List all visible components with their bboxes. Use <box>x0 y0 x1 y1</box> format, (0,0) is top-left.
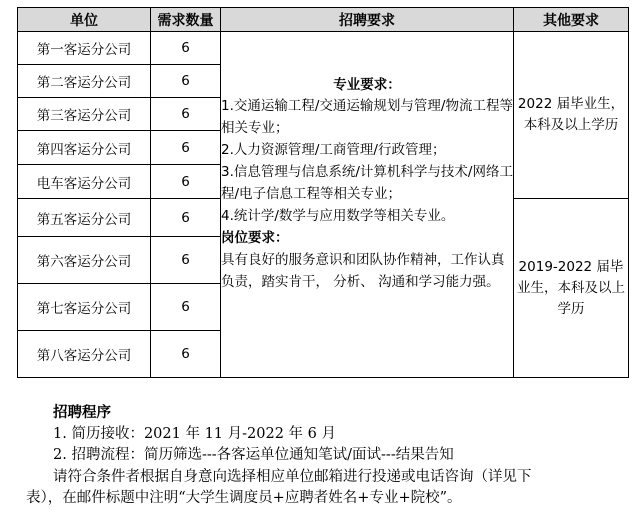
count-cell: 6 <box>151 32 221 65</box>
count-cell: 6 <box>151 65 221 98</box>
major-item: 1.交通运输工程/交通运输规划与管理/物流工程等相关专业； <box>221 98 513 136</box>
major-item: 4.统计学/数学与应用数学等相关专业。 <box>221 208 455 224</box>
post-requirements-title: 岗位要求： <box>221 230 289 246</box>
procedure-title: 招聘程序 <box>53 404 111 421</box>
count-cell: 6 <box>151 98 221 131</box>
post-requirements-text: 具有良好的服务意识和团队协作精神，工作认真负责，踏实肯干， 分析、 沟通和学习能力强。 <box>221 252 505 290</box>
count-cell: 6 <box>151 199 221 237</box>
unit-cell: 第七客运分公司 <box>18 284 151 331</box>
unit-cell: 第一客运分公司 <box>18 32 151 65</box>
count-cell: 6 <box>151 284 221 331</box>
unit-cell: 第八客运分公司 <box>18 331 151 378</box>
other-requirements-group1: 2022 届毕业生，本科及以上学历 <box>514 32 629 199</box>
unit-cell: 第四客运分公司 <box>18 131 151 165</box>
unit-cell: 第二客运分公司 <box>18 65 151 98</box>
recruitment-procedure <box>26 402 628 510</box>
major-item: 3.信息管理与信息系统/计算机科学与技术/网络工程/电子信息工程等相关专业； <box>221 164 513 202</box>
unit-cell: 电车客运分公司 <box>18 165 151 199</box>
major-requirements-title: 专业要求： <box>333 77 401 93</box>
count-cell: 6 <box>151 331 221 378</box>
procedure-note-continued: 表），在邮件标题中注明“大学生调度员+应聘者姓名+专业+院校”。 <box>26 490 462 506</box>
procedure-step: 2. 招聘流程：简历筛选---各客运单位通知笔试/面试---结果告知 <box>53 447 454 463</box>
count-cell: 6 <box>151 131 221 165</box>
unit-cell: 第六客运分公司 <box>18 237 151 284</box>
count-cell: 6 <box>151 237 221 284</box>
table-row <box>18 32 629 65</box>
unit-cell: 第五客运分公司 <box>18 199 151 237</box>
unit-cell: 第三客运分公司 <box>18 98 151 131</box>
table-header-row <box>18 8 629 32</box>
major-item: 2.人力资源管理/工商管理/行政管理； <box>221 142 446 158</box>
procedure-note: 请符合条件者根据自身意向选择相应单位邮箱进行投递或电话咨询（详见下 <box>53 468 532 485</box>
other-requirements-group2: 2019-2022 届毕业生，本科及以上学历 <box>514 199 629 378</box>
header-requirements: 招聘要求 <box>221 8 514 32</box>
count-cell: 6 <box>151 165 221 199</box>
requirements-cell <box>221 32 514 378</box>
header-other: 其他要求 <box>514 8 629 32</box>
header-count: 需求数量 <box>151 8 221 32</box>
header-unit: 单位 <box>18 8 151 32</box>
recruitment-table <box>17 7 629 378</box>
procedure-step: 1. 简历接收：2021 年 11 月-2022 年 6 月 <box>53 425 336 442</box>
